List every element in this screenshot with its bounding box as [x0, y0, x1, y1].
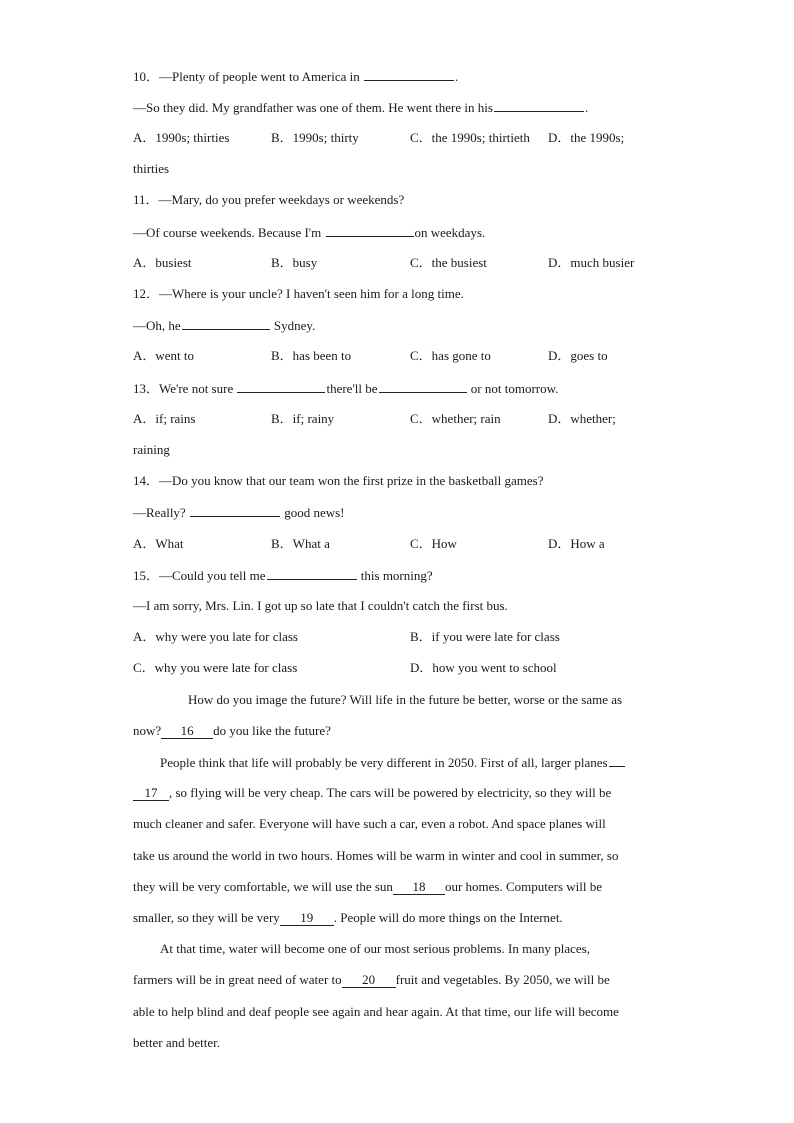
q11-option-d[interactable]: D．much busier: [548, 255, 635, 270]
q15-option-b[interactable]: B．if you were late for class: [410, 629, 560, 644]
q11-reply: [133, 224, 485, 241]
passage-text: , so flying will be very cheap. The cars will be powered by electricity, so they will be: [169, 785, 612, 800]
passage-p1-line2: [133, 723, 331, 739]
q11-option-b[interactable]: B．busy: [271, 255, 318, 270]
passage-text: smaller, so they will be very: [133, 910, 280, 925]
cloze-blank-19[interactable]: 19: [280, 911, 334, 926]
passage-p3-line2: [133, 972, 610, 988]
q14-option-b[interactable]: B．What a: [271, 536, 330, 551]
q13-option-a[interactable]: A．if; rains: [133, 411, 196, 426]
passage-text: do you like the future?: [213, 723, 331, 738]
passage-p3-line1: At that time, water will become one of our most serious problems. In many places,: [160, 941, 590, 956]
q13-text-a: 13．We're not sure: [133, 381, 234, 396]
answer-blank[interactable]: [267, 567, 357, 580]
q12-option-b[interactable]: B．has been to: [271, 348, 352, 363]
q14-line2-text: —Really?: [133, 505, 186, 520]
q13-option-c[interactable]: C．whether; rain: [410, 411, 501, 426]
answer-blank[interactable]: [182, 317, 270, 330]
passage-p2-line2: [133, 785, 611, 801]
q12-option-c[interactable]: C．has gone to: [410, 348, 491, 363]
passage-text: farmers will be in great need of water to: [133, 972, 342, 987]
cloze-blank-18[interactable]: 18: [393, 880, 445, 895]
q14-stem: 14．—Do you know that our team won the first prize in the basketball games?: [133, 473, 544, 488]
q12-line2-text: —Oh, he: [133, 318, 181, 333]
q14-line2-end: good news!: [284, 505, 345, 520]
passage-text: our homes. Computers will be: [444, 879, 603, 894]
q10-option-a[interactable]: A．1990s; thirties: [133, 130, 230, 145]
passage-text: fruit and vegetables. By 2050, we will be: [395, 972, 610, 987]
q11-line2-text: —Of course weekends. Because I'm: [133, 225, 322, 240]
passage-p2-line5: [133, 879, 602, 895]
passage-text: they will be very comfortable, we will use the sun: [133, 879, 393, 894]
q11-stem: 11．—Mary, do you prefer weekdays or weekends?: [133, 192, 405, 207]
q10-line1-text: 10．—Plenty of people went to America in: [133, 69, 360, 84]
q14-reply: [133, 504, 345, 521]
q15-stem: [133, 567, 433, 584]
q13-stem: [133, 380, 558, 397]
q15-reply: —I am sorry, Mrs. Lin. I got up so late that I couldn't catch the first bus.: [133, 598, 508, 613]
q12-stem: 12．—Where is your uncle? I haven't seen him for a long time.: [133, 286, 464, 301]
q13-option-b[interactable]: B．if; rainy: [271, 411, 335, 426]
q13-option-d-cont: raining: [133, 442, 170, 457]
q10-line2-text: —So they did. My grandfather was one of them. He went there in his: [133, 100, 493, 115]
q10-line2-end: .: [584, 100, 589, 115]
cloze-blank-17-start[interactable]: [609, 754, 625, 767]
q10-stem: [133, 68, 458, 85]
passage-text: now?: [133, 723, 162, 738]
answer-blank[interactable]: [326, 224, 414, 237]
q11-option-a[interactable]: A．busiest: [133, 255, 192, 270]
passage-p2-line3: much cleaner and safer. Everyone will have such a car, even a robot. And space planes will: [133, 816, 606, 831]
passage-p2-line1: [160, 754, 626, 771]
q12-reply: [133, 317, 315, 334]
q14-option-c[interactable]: C．How: [410, 536, 457, 551]
q10-option-c[interactable]: C．the 1990s; thirtieth: [410, 130, 530, 145]
passage-text: People think that life will probably be very different in 2050. First of all, larger planes: [160, 755, 608, 770]
q10-reply: [133, 99, 588, 116]
q15-line1-end: this morning?: [360, 568, 433, 583]
q10-option-d-cont: thirties: [133, 161, 170, 176]
passage-p3-line4: better and better.: [133, 1035, 220, 1050]
passage-p1-line1: How do you image the future? Will life in the future be better, worse or the same as: [188, 692, 623, 707]
passage-p2-line6: [133, 910, 563, 926]
passage-p3-line3: able to help blind and deaf people see again and hear again. At that time, our life will become: [133, 1004, 619, 1019]
q15-option-d[interactable]: D．how you went to school: [410, 660, 557, 675]
cloze-blank-17[interactable]: 17: [133, 786, 169, 801]
q13-text-c: or not tomorrow.: [470, 381, 559, 396]
q14-option-d[interactable]: D．How a: [548, 536, 605, 551]
passage-p2-line4: take us around the world in two hours. Homes will be warm in winter and cool in summer, so: [133, 848, 619, 863]
q12-line2-end: Sydney.: [273, 318, 316, 333]
passage-text: . People will do more things on the Internet.: [333, 910, 563, 925]
answer-blank[interactable]: [237, 380, 325, 393]
q13-option-d[interactable]: D．whether;: [548, 411, 616, 426]
q10-option-d[interactable]: D．the 1990s;: [548, 130, 625, 145]
q10-line1-end: .: [454, 69, 459, 84]
q15-option-a[interactable]: A．why were you late for class: [133, 629, 298, 644]
cloze-blank-16[interactable]: 16: [161, 724, 213, 739]
answer-blank[interactable]: [364, 68, 454, 81]
answer-blank[interactable]: [494, 99, 584, 112]
q15-line1-text: 15．—Could you tell me: [133, 568, 266, 583]
q15-option-c[interactable]: C．why you were late for class: [133, 660, 298, 675]
q12-option-a[interactable]: A．went to: [133, 348, 195, 363]
cloze-blank-20[interactable]: 20: [342, 973, 396, 988]
q10-option-b[interactable]: B．1990s; thirty: [271, 130, 359, 145]
q14-option-a[interactable]: A．What: [133, 536, 184, 551]
answer-blank[interactable]: [190, 504, 280, 517]
q11-option-c[interactable]: C．the busiest: [410, 255, 487, 270]
q12-option-d[interactable]: D．goes to: [548, 348, 608, 363]
answer-blank[interactable]: [379, 380, 467, 393]
q13-text-b: there'll be: [326, 381, 378, 396]
q11-line2-end: on weekdays.: [414, 225, 486, 240]
